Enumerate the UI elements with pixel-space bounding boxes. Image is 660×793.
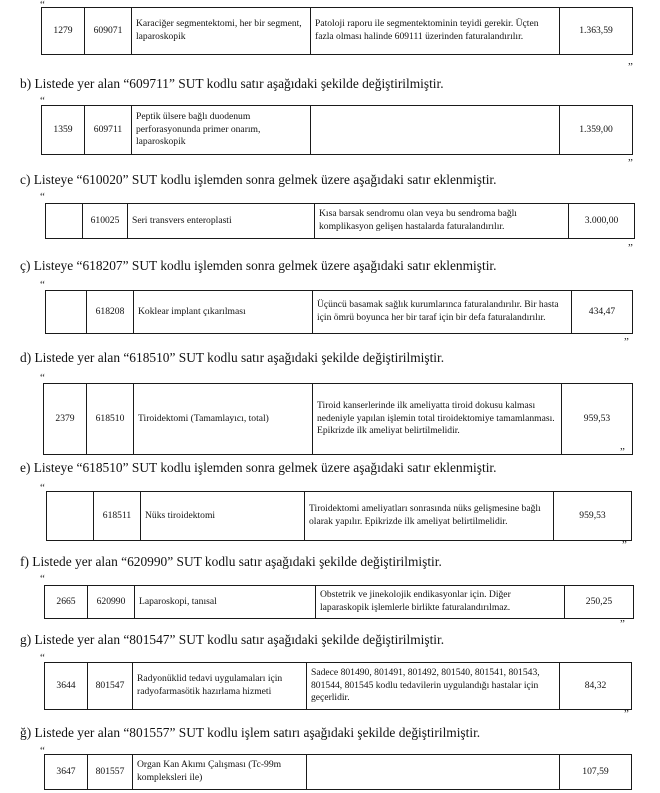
sut-code-cell: 801547: [88, 663, 133, 710]
fiyat-cell: 959,53: [562, 384, 633, 455]
aciklama-cell: [311, 106, 560, 155]
open-quote: “: [40, 372, 45, 384]
table-row-3647: [44, 754, 632, 790]
table-row-1279: [41, 7, 633, 55]
close-quote: ”: [628, 61, 633, 73]
close-quote: ”: [628, 157, 633, 169]
islem-adi-cell: Koklear implant çıkarılması: [134, 291, 313, 334]
aciklama-cell: Tiroidektomi ameliyatları sonrasında nüks gelişmesine bağlı olarak yapılır. Epikrizde ilk ameliyat belirtilmelidir.: [305, 492, 554, 541]
islem-adi-cell: Nüks tiroidektomi: [141, 492, 305, 541]
sut-code-cell: 610025: [83, 204, 128, 239]
close-quote: ”: [622, 539, 627, 551]
fiyat-cell: 84,32: [560, 663, 632, 710]
sira-no-cell: [47, 492, 94, 541]
sira-no-cell: [46, 291, 87, 334]
instruction-e: e) Listeye “618510” SUT kodlu işlemden sonra gelmek üzere aşağıdaki satır eklenmiştir.: [20, 460, 497, 475]
close-quote: ”: [624, 336, 629, 348]
sira-no-cell: 1279: [42, 8, 85, 55]
sira-no-cell: [46, 204, 83, 239]
instruction-g: g) Listede yer alan “801547” SUT kodlu satır aşağıdaki şekilde değiştirilmiştir.: [20, 632, 445, 647]
open-quote: “: [40, 573, 45, 585]
close-quote: ”: [620, 446, 625, 458]
islem-adi-cell: Karaciğer segmentektomi, her bir segment, laparoskopik: [132, 8, 311, 55]
sut-code-cell: 618511: [94, 492, 141, 541]
aciklama-cell: [307, 755, 560, 790]
close-quote: ”: [624, 708, 629, 720]
instruction-cc: ç) Listeye “618207” SUT kodlu işlemden sonra gelmek üzere aşağıdaki satır eklenmiştir.: [20, 258, 497, 273]
instruction-b: b) Listede yer alan “609711” SUT kodlu satır aşağıdaki şekilde değiştirilmiştir.: [20, 76, 444, 91]
sut-code-cell: 609071: [85, 8, 132, 55]
aciklama-cell: Obstetrik ve jinekolojik endikasyonlar için. Diğer laparaskopik işlemlerle birlikte faturalandırılmaz.: [316, 586, 565, 619]
sut-code-cell: 801557: [88, 755, 133, 790]
table-row-610025: [45, 203, 635, 239]
islem-adi-cell: Seri transvers enteroplasti: [128, 204, 315, 239]
open-quote: “: [40, 191, 45, 203]
table-row-3644: [44, 662, 632, 710]
table-row-2379: [43, 383, 633, 455]
islem-adi-cell: Radyonüklid tedavi uygulamaları için radyofarmasötik hazırlama hizmeti: [133, 663, 307, 710]
close-quote: ”: [620, 618, 625, 630]
islem-adi-cell: Laparoskopi, tanısal: [135, 586, 316, 619]
table-row-618208: [45, 290, 633, 334]
aciklama-cell: Patoloji raporu ile segmentektominin teyidi gerekir. Üçten fazla olması halinde 609111 üzerinden faturalandırılır.: [311, 8, 560, 55]
open-quote: “: [40, 95, 45, 107]
islem-adi-cell: Organ Kan Akımı Çalışması (Tc-99m kompleksleri ile): [133, 755, 307, 790]
sira-no-cell: 3644: [45, 663, 88, 710]
sut-code-cell: 618208: [87, 291, 134, 334]
open-quote: “: [40, 482, 45, 494]
aciklama-cell: Kısa barsak sendromu olan veya bu sendroma bağlı komplikasyon gelişen hastalarda faturalandırılır.: [315, 204, 569, 239]
fiyat-cell: 3.000,00: [569, 204, 635, 239]
open-quote: “: [40, 745, 45, 757]
table-row-2665: [44, 585, 634, 619]
fiyat-cell: 107,59: [560, 755, 632, 790]
aciklama-cell: Sadece 801490, 801491, 801492, 801540, 801541, 801543, 801544, 801545 kodlu tedavilerin uygulandığı hastalar için geçerlidir.: [307, 663, 560, 710]
islem-adi-cell: Peptik ülsere bağlı duodenum perforasyonunda primer onarım, laparoskopik: [132, 106, 311, 155]
fiyat-cell: 434,47: [572, 291, 633, 334]
fiyat-cell: 1.359,00: [560, 106, 633, 155]
sut-code-cell: 609711: [85, 106, 132, 155]
aciklama-cell: Tiroid kanserlerinde ilk ameliyatta tiroid dokusu kalması nedeniyle yapılan işlemin total tiroidektomiye tamamlanması. Epikrizde ilk ameliyat belirtilmelidir.: [313, 384, 562, 455]
sira-no-cell: 2665: [45, 586, 88, 619]
fiyat-cell: 1.363,59: [560, 8, 633, 55]
sut-code-cell: 618510: [87, 384, 134, 455]
open-quote: “: [40, 279, 45, 291]
sira-no-cell: 1359: [42, 106, 85, 155]
sira-no-cell: 2379: [44, 384, 87, 455]
islem-adi-cell: Tiroidektomi (Tamamlayıcı, total): [134, 384, 313, 455]
open-quote: “: [40, 652, 45, 664]
instruction-gg: ğ) Listede yer alan “801557” SUT kodlu işlem satırı aşağıdaki şekilde değiştirilmiştir.: [20, 725, 481, 740]
aciklama-cell: Üçüncü basamak sağlık kurumlarınca faturalandırılır. Bir hasta için ömrü boyunca her bir taraf için bir defa faturalandırılır.: [313, 291, 572, 334]
close-quote: ”: [628, 242, 633, 254]
sira-no-cell: 3647: [45, 755, 88, 790]
table-row-1359: [41, 105, 633, 155]
fiyat-cell: 959,53: [554, 492, 632, 541]
instruction-d: d) Listede yer alan “618510” SUT kodlu satır aşağıdaki şekilde değiştirilmiştir.: [20, 350, 445, 365]
table-row-618511: [46, 491, 632, 541]
open-quote: “: [40, 0, 45, 11]
fiyat-cell: 250,25: [565, 586, 634, 619]
instruction-c: c) Listeye “610020” SUT kodlu işlemden sonra gelmek üzere aşağıdaki satır eklenmiştir.: [20, 172, 497, 187]
instruction-f: f) Listede yer alan “620990” SUT kodlu satır aşağıdaki şekilde değiştirilmiştir.: [20, 554, 442, 569]
sut-code-cell: 620990: [88, 586, 135, 619]
